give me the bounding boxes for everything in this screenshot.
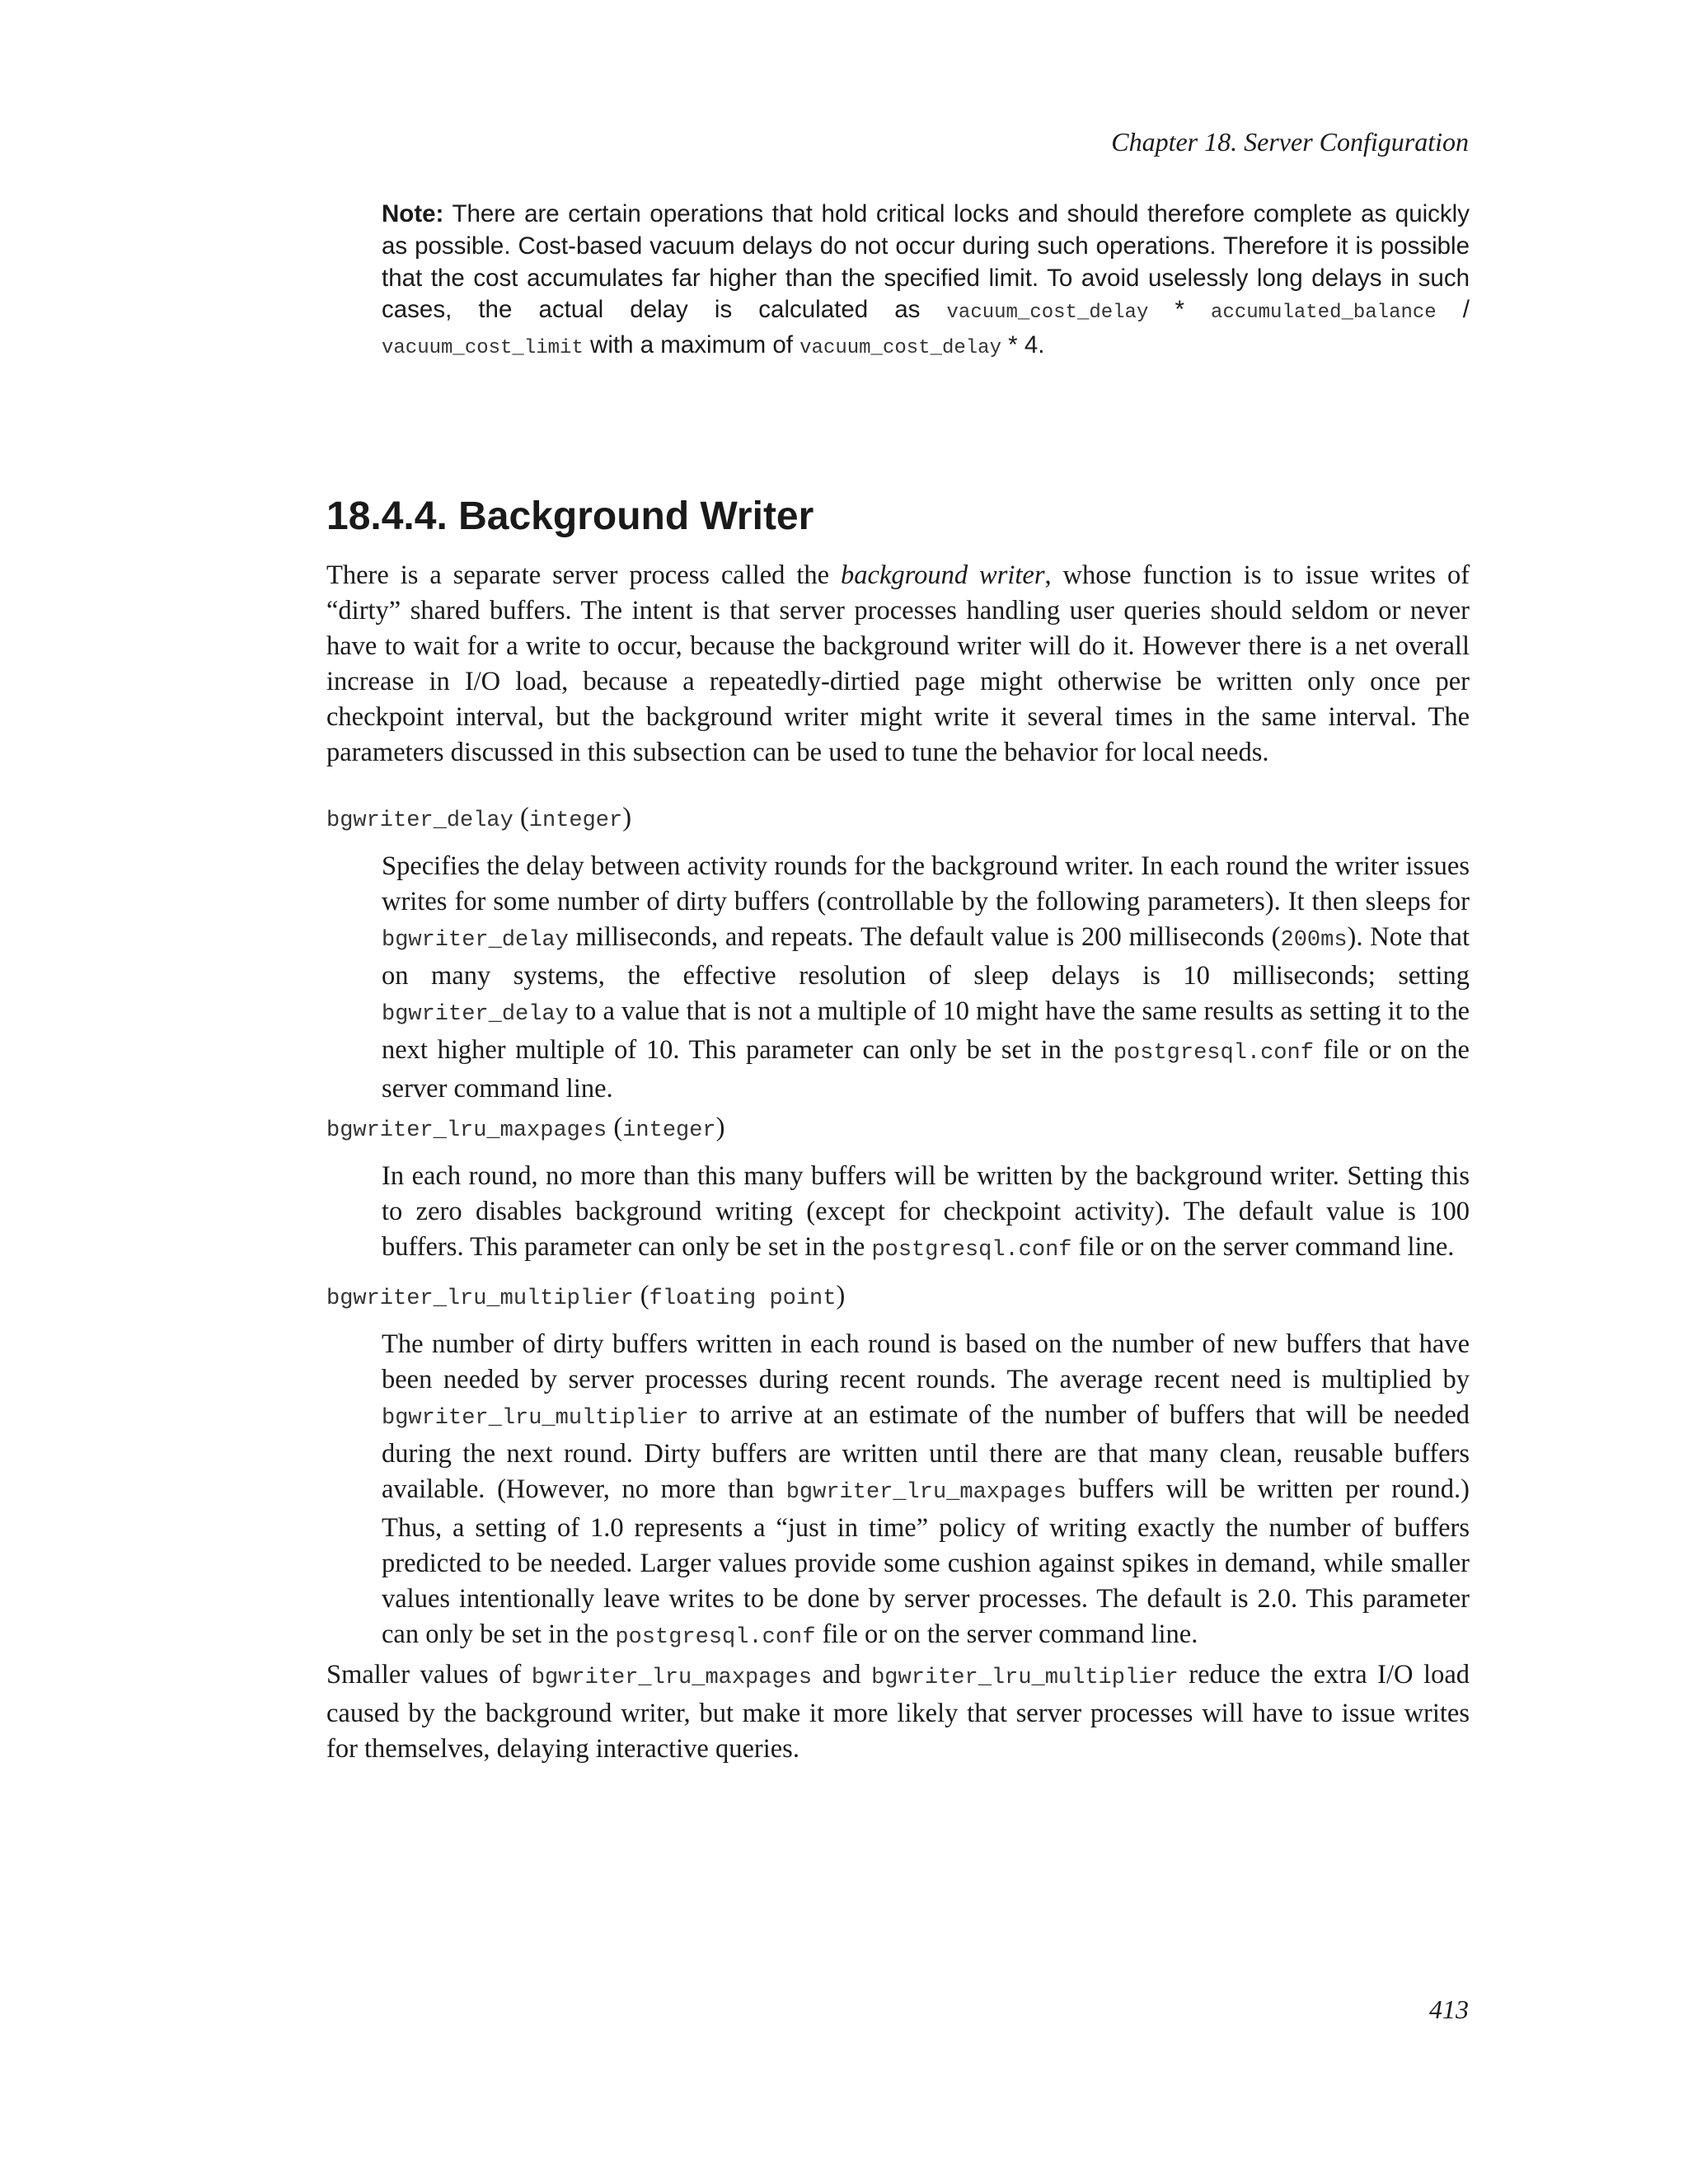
desc-text: Specifies the delay between activity rounds for the background writer. In each round the writer issues writes for some number of dirty buffers (controllable by the following parameters). It then sleeps for bbox=[382, 851, 1470, 916]
code-vacuum-cost-delay: vacuum_cost_delay bbox=[799, 337, 1001, 360]
desc-text: to a value that is not a multiple of 10 might have the same results as setting it to the next higher multiple of 10. This parameter can only be set in the bbox=[382, 996, 1470, 1065]
desc-text: ). Note that on many systems, the effective resolution of sleep delays is 10 milliseconds; setting bbox=[382, 922, 1470, 991]
desc-code: bgwriter_lru_maxpages bbox=[785, 1480, 1067, 1505]
param-paren: ) bbox=[715, 1113, 725, 1142]
closing-text: and bbox=[812, 1660, 872, 1690]
section-heading: 18.4.4. Background Writer bbox=[326, 494, 814, 538]
note-text: There are certain operations that hold critical locks and should therefore complete as quickly as possible. Cost-based vacuum delays do not occur during such operations. Therefore it is possible that the cost accumulates far higher than the specified limit. To avoid uselessly long delays in such cases, the actual delay is calculated as bbox=[382, 200, 1470, 324]
code-vacuum-cost-limit: vacuum_cost_limit bbox=[382, 337, 584, 360]
param-name: bgwriter_delay bbox=[326, 808, 513, 833]
desc-text: In each round, no more than this many buffers will be written by the background writer. Setting this to zero disables background writing (except for checkpoint activity). The default value is 100 buffers. This parameter can only be set in the bbox=[382, 1161, 1470, 1262]
param-term-bgwriter-lru-multiplier bbox=[326, 1278, 845, 1317]
param-description-bgwriter-lru-multiplier bbox=[382, 1327, 1470, 1656]
desc-code: bgwriter_delay bbox=[382, 1002, 569, 1027]
closing-text: reduce the extra I/O load caused by the background writer, but make it more likely that server processes will have to issue writes for themselves, delaying interactive queries. bbox=[326, 1660, 1470, 1764]
closing-code: bgwriter_lru_maxpages bbox=[531, 1666, 813, 1690]
code-vacuum-cost-delay: vacuum_cost_delay bbox=[946, 302, 1149, 325]
closing-text: Smaller values of bbox=[326, 1660, 532, 1690]
note-text: * 4. bbox=[1001, 331, 1045, 359]
note-text: with a maximum of bbox=[583, 331, 800, 359]
param-description-bgwriter-lru-maxpages bbox=[382, 1159, 1470, 1268]
closing-code: bgwriter_lru_multiplier bbox=[871, 1666, 1179, 1690]
desc-code: postgresql.conf bbox=[871, 1238, 1072, 1263]
code-accumulated-balance: accumulated_balance bbox=[1211, 302, 1437, 325]
param-paren: ( bbox=[513, 803, 529, 832]
desc-code: postgresql.conf bbox=[1113, 1041, 1314, 1066]
param-type: integer bbox=[528, 808, 623, 833]
desc-code: 200ms bbox=[1280, 928, 1348, 953]
desc-code: bgwriter_lru_multiplier bbox=[382, 1406, 689, 1431]
desc-code: bgwriter_delay bbox=[382, 928, 569, 953]
note-text: / bbox=[1436, 296, 1470, 324]
note-label: Note: bbox=[382, 200, 444, 227]
param-paren: ) bbox=[836, 1281, 846, 1310]
page-number: 413 bbox=[1429, 1994, 1469, 2024]
param-type: floating point bbox=[649, 1286, 837, 1311]
note-text: * bbox=[1148, 296, 1212, 324]
desc-text: milliseconds, and repeats. The default value is 200 milliseconds ( bbox=[568, 922, 1281, 952]
desc-text: The number of dirty buffers written in each round is based on the number of new buffers that have been needed by server processes during recent rounds. The average recent need is multiplied by bbox=[382, 1329, 1470, 1394]
desc-text: buffers will be written per round.) Thus, a setting of 1.0 represents a “just in time” policy of writing exactly the number of buffers predicted to be needed. Larger values provide some cushion against spikes in demand, while smaller values intentionally leave writes to be done by server processes. The default is 2.0. This parameter can only be set in the bbox=[382, 1474, 1470, 1649]
intro-paragraph bbox=[326, 558, 1470, 771]
running-header: Chapter 18. Server Configuration bbox=[1111, 127, 1469, 157]
desc-text: file or on the server command line. bbox=[382, 1035, 1470, 1104]
param-term-bgwriter-lru-maxpages bbox=[326, 1110, 724, 1149]
note-block bbox=[382, 199, 1470, 365]
param-type: integer bbox=[622, 1118, 716, 1143]
desc-text: to arrive at an estimate of the number of buffers that will be needed during the next round. Dirty buffers are written until there are that many clean, reusable buffers available. (However, no more than bbox=[382, 1400, 1470, 1504]
param-term-bgwriter-delay bbox=[326, 800, 631, 839]
desc-code: postgresql.conf bbox=[615, 1625, 816, 1650]
desc-text: file or on the server command line. bbox=[815, 1619, 1198, 1649]
param-paren: ) bbox=[622, 803, 632, 832]
desc-text: file or on the server command line. bbox=[1071, 1232, 1455, 1262]
intro-text: , whose function is to issue writes of “dirty” shared buffers. The intent is that server processes handling user queries should seldom or never have to wait for a write to occur, because the background writer will do it. However there is a net overall increase in I/O load, because a repeatedly-dirtied page might otherwise be written only once per checkpoint interval, but the background writer might write it several times in the same interval. The parameters discussed in this subsection can be used to tune the behavior for local needs. bbox=[326, 560, 1470, 767]
closing-paragraph bbox=[326, 1657, 1470, 1767]
param-name: bgwriter_lru_multiplier bbox=[326, 1286, 634, 1311]
param-paren: ( bbox=[607, 1113, 623, 1142]
param-paren: ( bbox=[633, 1281, 649, 1310]
param-description-bgwriter-delay bbox=[382, 849, 1470, 1107]
intro-text: There is a separate server process called the bbox=[326, 560, 842, 590]
intro-emphasis: background writer bbox=[841, 560, 1045, 590]
param-name: bgwriter_lru_maxpages bbox=[326, 1118, 607, 1143]
